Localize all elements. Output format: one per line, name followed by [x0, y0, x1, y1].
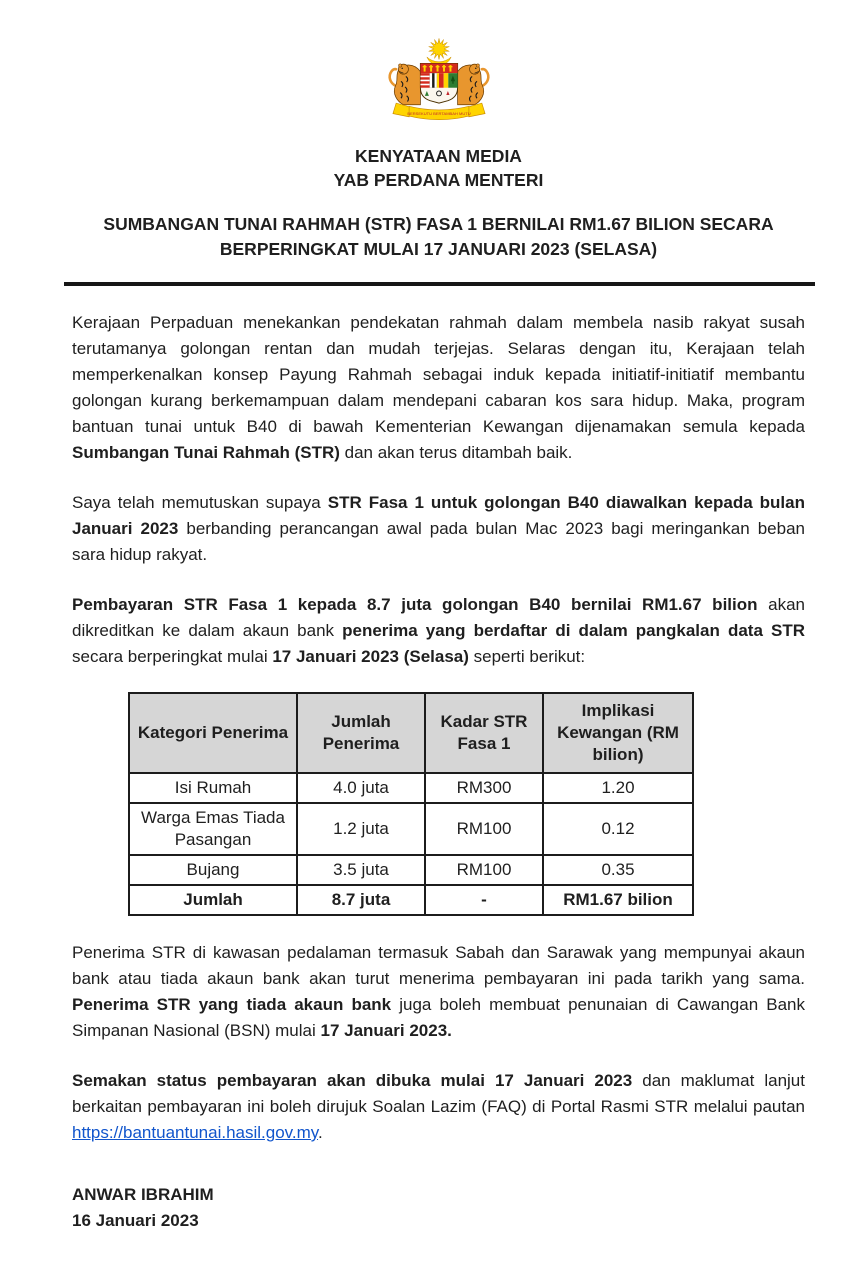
title-line-1: SUMBANGAN TUNAI RAHMAH (STR) FASA 1 BERNILAI RM1.67 BILION SECARA [103, 214, 774, 234]
paragraph-3 [72, 592, 805, 670]
federal-star-icon [428, 38, 449, 59]
bold-text-run: Sumbangan Tunai Rahmah (STR) [72, 443, 340, 462]
table-header-cell: Kategori Penerima [129, 693, 297, 773]
text-run: Saya telah memutuskan supaya [72, 493, 328, 512]
signature-date: 16 Januari 2023 [72, 1211, 199, 1230]
table-cell: RM100 [425, 855, 543, 885]
signature-name: ANWAR IBRAHIM [72, 1185, 214, 1204]
paragraph-4 [72, 940, 805, 1044]
text-run: dan akan terus ditambah baik. [339, 443, 573, 462]
media-statement-label: KENYATAAN MEDIA [355, 146, 522, 166]
table-row [129, 773, 693, 803]
table-row [129, 855, 693, 885]
table-header-cell: Kadar STR Fasa 1 [425, 693, 543, 773]
press-release-title [72, 212, 805, 262]
table-cell: Jumlah [129, 885, 297, 915]
table-cell: 0.12 [543, 803, 693, 855]
text-run: juga boleh membuat penunaian di Cawangan Bank Simpanan Nasional (BSN) mulai [72, 995, 806, 1040]
body-paragraphs-bottom [72, 940, 805, 1146]
shield-chief [420, 63, 457, 73]
bold-text-run: Pembayaran STR Fasa 1 kepada 8.7 juta golongan B40 bernilai RM1.67 bilion [72, 595, 758, 614]
bold-text-run: penerima yang berdaftar di dalam pangkalan data STR [342, 621, 805, 640]
text-run: . [318, 1123, 323, 1142]
table-header-cell: Implikasi Kewangan (RM bilion) [543, 693, 693, 773]
table-header-cell: Jumlah Penerima [297, 693, 425, 773]
table-cell: 8.7 juta [297, 885, 425, 915]
bold-text-run: STR Fasa 1 untuk golongan B40 diawalkan kepada bulan Januari 2023 [72, 493, 805, 538]
table-cell: 0.35 [543, 855, 693, 885]
table-cell: 1.20 [543, 773, 693, 803]
motto-text: BERSEKUTU BERTAMBAH MUTU [406, 110, 471, 116]
table-head [129, 693, 693, 773]
table-cell: Bujang [129, 855, 297, 885]
str-portal-link[interactable]: https://bantuantunai.hasil.gov.my [72, 1123, 319, 1142]
text-run: dan maklumat lanjut berkaitan pembayaran ini boleh dirujuk Soalan Lazim (FAQ) di Portal Rasmi STR melalui pautan [72, 1071, 805, 1116]
table-body [129, 773, 693, 915]
table-cell: RM1.67 bilion [543, 885, 693, 915]
str-payment-table [128, 692, 694, 916]
text-run: secara berperingkat mulai [72, 647, 273, 666]
table-cell: - [425, 885, 543, 915]
table-cell: 4.0 juta [297, 773, 425, 803]
text-run: Kerajaan Perpaduan menekankan pendekatan rahmah dalam membela nasib rakyat susah terutamanya golongan rentan dan mudah terjejas. Selaras dengan itu, Kerajaan telah memperkenalkan konsep Payung Rahmah sebagai induk kepada initiatif-initiatif membantu golongan kurang berkemampuan dalam mendepani cabaran kos sara hidup. Maka, program bantuan tunai untuk B40 di bawah Kementerian Kewangan dijenamakan semula kepada [72, 313, 805, 436]
motto-ribbon-icon [392, 103, 484, 120]
table-row [129, 885, 693, 915]
text-run: berbanding perancangan awal pada bulan Mac 2023 bagi meringankan beban sara hidup rakyat. [72, 519, 805, 564]
malaysia-coat-of-arms-icon [378, 36, 500, 133]
text-run: Penerima STR di kawasan pedalaman termasuk Sabah dan Sarawak yang mempunyai akaun bank atau tiada akaun bank akan turut menerima pembayaran ini pada tarikh yang sama. [72, 943, 805, 988]
pm-office-label: YAB PERDANA MENTERI [333, 170, 544, 190]
paragraph-1 [72, 310, 805, 466]
table-cell: RM300 [425, 773, 543, 803]
signature-block [72, 1182, 805, 1234]
text-run: akan dikreditkan ke dalam akaun bank [72, 595, 805, 640]
table-cell: 3.5 juta [297, 855, 425, 885]
table-cell: Warga Emas Tiada Pasangan [129, 803, 297, 855]
body-paragraphs-top [72, 310, 805, 670]
table-row [129, 803, 693, 855]
shield-quarters [420, 73, 457, 88]
table-cell: Isi Rumah [129, 773, 297, 803]
crest-container [72, 36, 805, 138]
table-cell: RM100 [425, 803, 543, 855]
bold-text-run: Penerima STR yang tiada akaun bank [72, 995, 392, 1014]
tiger-supporter-icon [389, 64, 420, 105]
bold-text-run: Semakan status pembayaran akan dibuka mulai 17 Januari 2023 [72, 1071, 633, 1090]
paragraph-2 [72, 490, 805, 568]
title-divider [64, 282, 815, 286]
table-header-row [129, 693, 693, 773]
table-cell: 1.2 juta [297, 803, 425, 855]
text-run: seperti berikut: [468, 647, 586, 666]
title-line-2: BERPERINGKAT MULAI 17 JANUARI 2023 (SELASA) [219, 239, 658, 259]
bold-text-run: 17 Januari 2023. [320, 1021, 452, 1040]
bold-text-run: 17 Januari 2023 (Selasa) [272, 647, 469, 666]
paragraph-5 [72, 1068, 805, 1146]
